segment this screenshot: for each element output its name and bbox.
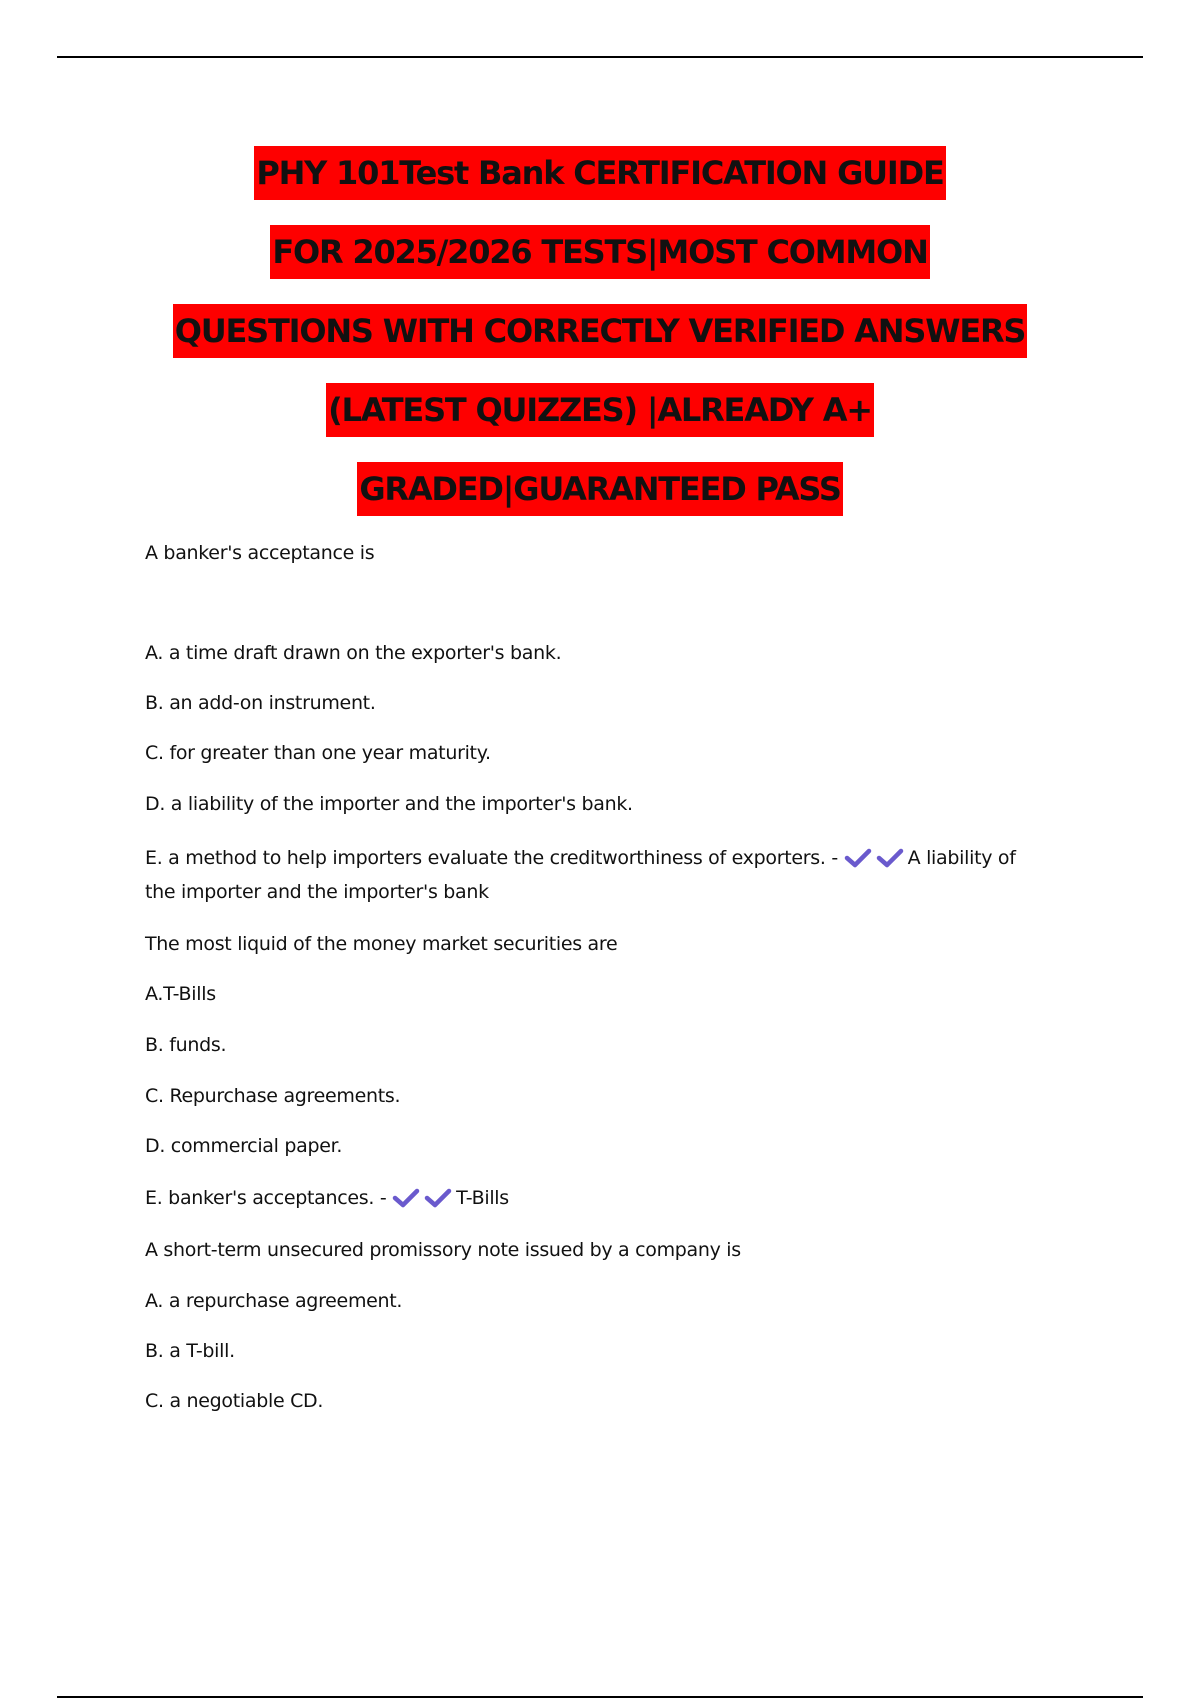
q2-answer: T-Bills — [456, 1187, 509, 1209]
bottom-rule — [57, 1696, 1143, 1698]
q1-option-c: C. for greater than one year maturity. — [145, 742, 491, 764]
q1-answer-part-1: A liability of — [907, 847, 1016, 869]
q2-option-e-row — [145, 1181, 509, 1215]
title-line-1: PHY 101Test Bank CERTIFICATION GUIDE — [254, 146, 945, 200]
q2-option-a: A.T-Bills — [145, 983, 216, 1005]
top-rule — [57, 56, 1143, 58]
q3-option-b: B. a T-bill. — [145, 1340, 235, 1362]
q3-option-a: A. a repurchase agreement. — [145, 1290, 403, 1312]
checkmark-icon — [424, 1187, 452, 1209]
q1-option-e-row — [145, 841, 1016, 875]
checkmark-icon — [844, 847, 872, 869]
checkmark-icon — [392, 1187, 420, 1209]
title-line-2: FOR 2025/2026 TESTS|MOST COMMON — [270, 225, 929, 279]
q1-question: A banker's acceptance is — [145, 542, 375, 564]
q2-option-e: E. banker's acceptances. - — [145, 1187, 387, 1209]
q1-option-b: B. an add-on instrument. — [145, 692, 376, 714]
q2-option-c: C. Repurchase agreements. — [145, 1085, 401, 1107]
q3-option-c: C. a negotiable CD. — [145, 1390, 324, 1412]
document-title — [0, 146, 1200, 541]
q2-question: The most liquid of the money market securities are — [145, 933, 618, 955]
title-line-3: QUESTIONS WITH CORRECTLY VERIFIED ANSWERS — [173, 304, 1028, 358]
q1-option-d: D. a liability of the importer and the importer's bank. — [145, 793, 633, 815]
q1-option-a: A. a time draft drawn on the exporter's bank. — [145, 642, 562, 664]
q2-option-d: D. commercial paper. — [145, 1135, 343, 1157]
q1-answer-part-2: the importer and the importer's bank — [145, 881, 489, 903]
q2-option-b: B. funds. — [145, 1034, 227, 1056]
q1-option-e: E. a method to help importers evaluate the creditworthiness of exporters. - — [145, 847, 838, 869]
checkmark-icon — [876, 847, 904, 869]
title-line-5: GRADED|GUARANTEED PASS — [357, 462, 842, 516]
title-line-4: (LATEST QUIZZES) |ALREADY A+ — [326, 383, 874, 437]
q3-question: A short-term unsecured promissory note issued by a company is — [145, 1239, 741, 1261]
